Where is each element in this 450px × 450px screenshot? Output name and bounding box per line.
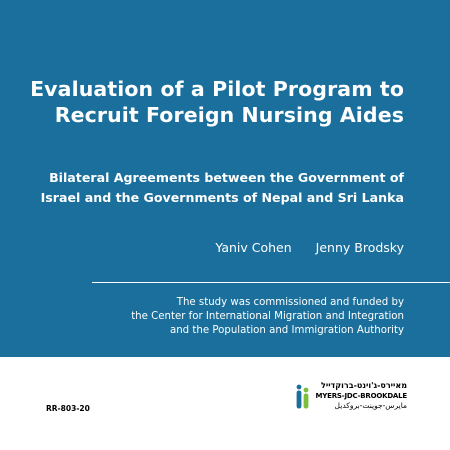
divider-line xyxy=(92,282,450,283)
subtitle-line-2: Israel and the Governments of Nepal and Sri Lanka xyxy=(40,190,404,205)
myers-jdc-brookdale-logo xyxy=(295,381,407,415)
report-code: RR-803-20 xyxy=(46,404,90,413)
report-subtitle xyxy=(41,168,404,208)
note-line-2: the Center for International Migration and Integration xyxy=(131,311,404,322)
author-1: Yaniv Cohen xyxy=(215,240,292,255)
funding-note xyxy=(131,296,404,338)
logo-arabic: مايرس-جوينت-بروكديل xyxy=(334,401,407,410)
subtitle-line-1: Bilateral Agreements between the Government of xyxy=(49,170,404,185)
title-line-1: Evaluation of a Pilot Program to xyxy=(30,77,404,101)
logo-hebrew: מאיירס-ג'וינט-ברוקדייל xyxy=(321,381,407,390)
report-title xyxy=(30,76,404,128)
people-figures-icon xyxy=(295,384,311,412)
logo-english: MYERS-JDC-BROOKDALE xyxy=(315,392,407,400)
note-line-3: and the Population and Immigration Authority xyxy=(169,325,404,336)
authors xyxy=(215,240,404,255)
title-line-2: Recruit Foreign Nursing Aides xyxy=(54,103,404,127)
logo-text xyxy=(312,381,407,411)
note-line-1: The study was commissioned and funded by xyxy=(176,297,404,308)
author-2: Jenny Brodsky xyxy=(315,240,404,255)
